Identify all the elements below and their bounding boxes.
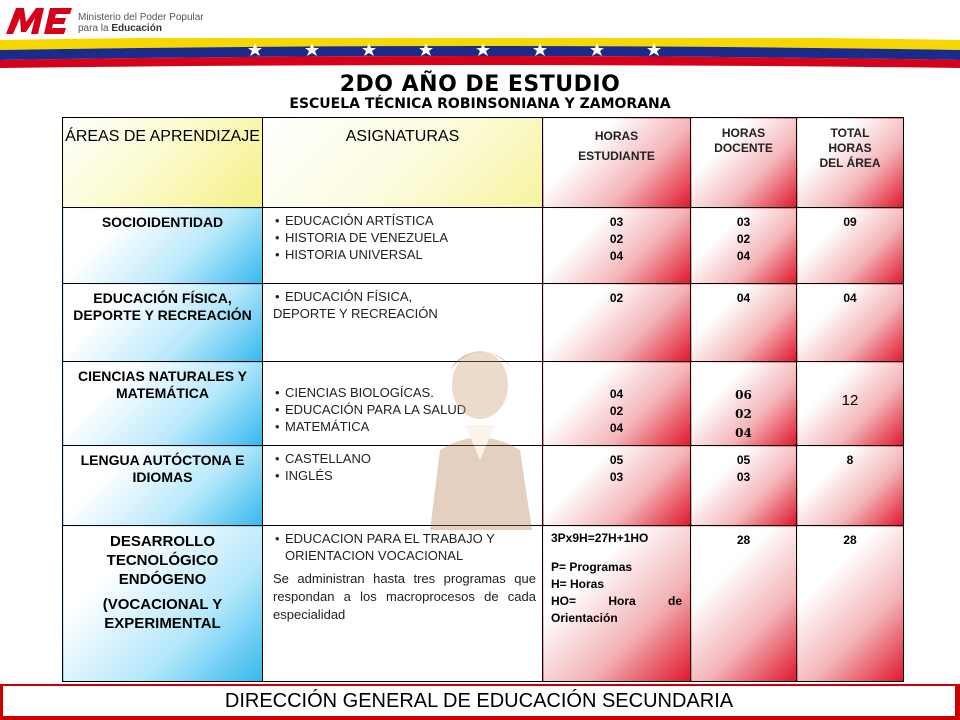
student-hours	[543, 362, 691, 446]
header-horas-estudiante-2: ESTUDIANTE	[578, 149, 655, 163]
header-asignaturas: ASIGNATURAS	[263, 118, 543, 208]
teacher-hour-value: 04	[735, 426, 752, 440]
teacher-hour-value: 02	[735, 407, 752, 421]
teacher-hours	[691, 208, 797, 284]
header-total-1: TOTAL	[830, 126, 870, 140]
header-total-2: HORAS	[828, 141, 872, 155]
student-hour-value: 03	[609, 470, 624, 484]
hours-formula: 3Px9H=27H+1HO	[551, 531, 649, 545]
page-title: 2DO AÑO DE ESTUDIO	[339, 72, 621, 97]
subject-item: • EDUCACIÓN FÍSICA,	[273, 288, 536, 305]
ministry-logo	[4, 4, 74, 38]
ministry-name	[78, 12, 204, 34]
page-header	[0, 0, 960, 70]
student-hour-value: 02	[609, 232, 624, 246]
area-educacion-fisica: EDUCACIÓN FÍSICA, DEPORTE Y RECREACIÓN	[63, 284, 263, 362]
subject-note: Se administran hasta tres programas que respondan a los macroprocesos de cada especialidad	[273, 571, 536, 622]
area-desarrollo-line-1: DESARROLLO TECNOLÓGICO ENDÓGENO	[106, 533, 219, 588]
area-ciencias: CIENCIAS NATURALES Y MATEMÁTICA	[63, 362, 263, 446]
header-total-horas	[797, 118, 904, 208]
student-hour-value: 04	[609, 249, 624, 263]
subject-item: • INGLÉS	[273, 467, 536, 484]
teacher-hour-value: 03	[736, 215, 751, 229]
student-hour-value: 05	[609, 453, 624, 467]
subject-item: • EDUCACIÓN PARA LA SALUD	[273, 401, 536, 418]
teacher-hours	[691, 362, 797, 446]
venezuela-flag-band	[0, 38, 960, 68]
subject-item: • EDUCACIÓN ARTÍSTICA	[273, 212, 536, 229]
header-total-3: DEL ÁREA	[819, 156, 881, 170]
teacher-hour-value: 03	[736, 470, 751, 484]
area-total: 28	[797, 526, 904, 682]
subject-item: • MATEMÁTICA	[273, 418, 536, 435]
subject-item: • EDUCACION PARA EL TRABAJO Y ORIENTACION VOCACIONAL	[273, 530, 536, 564]
subject-item: • HISTORIA UNIVERSAL	[273, 246, 536, 263]
subject-item-continuation: DEPORTE Y RECREACIÓN	[273, 306, 438, 321]
header-horas-estudiante-1: HORAS	[594, 129, 639, 143]
student-hour-value: 03	[609, 215, 624, 229]
teacher-hours: 04	[691, 284, 797, 362]
footer-title: DIRECCIÓN GENERAL DE EDUCACIÓN SECUNDARIA	[3, 686, 955, 716]
area-desarrollo-tecnologico	[63, 526, 263, 682]
student-hour-value: 02	[609, 404, 624, 418]
area-lengua: LENGUA AUTÓCTONA E IDIOMAS	[63, 446, 263, 526]
teacher-hours: 28	[691, 526, 797, 682]
area-total: 04	[797, 284, 904, 362]
legend-hora-orientacion: HO= Hora de Orientación	[551, 594, 682, 625]
student-hours	[543, 208, 691, 284]
ministry-line-2-prefix: para la	[78, 23, 112, 34]
teacher-hour-value: 06	[735, 388, 752, 402]
legend-programas: P= Programas	[551, 560, 633, 574]
area-total: 09	[797, 208, 904, 284]
area-desarrollo-line-2: (VOCACIONAL Y EXPERIMENTAL	[102, 596, 223, 632]
teacher-hour-value: 02	[736, 232, 751, 246]
page-subtitle: ESCUELA TÉCNICA ROBINSONIANA Y ZAMORANA	[289, 96, 671, 112]
header-areas: ÁREAS DE APRENDIZAJE	[63, 118, 263, 208]
teacher-hour-value: 04	[736, 249, 751, 263]
subject-item: • HISTORIA DE VENEZUELA	[273, 229, 536, 246]
student-hours: 02	[543, 284, 691, 362]
header-horas-docente: HORAS DOCENTE	[691, 118, 797, 208]
area-total: 8	[797, 446, 904, 526]
student-hours	[543, 446, 691, 526]
subject-item: • CIENCIAS BIOLOGÍCAS.	[273, 384, 536, 401]
subject-item: • CASTELLANO	[273, 450, 536, 467]
table-row	[63, 208, 904, 284]
table-header-row	[63, 118, 904, 208]
ministry-line-2-bold: Educación	[111, 23, 162, 34]
ministry-line-1: Ministerio del Poder Popular	[78, 12, 204, 23]
student-hour-value: 04	[609, 421, 624, 435]
header-horas-estudiante	[543, 118, 691, 208]
portrait-watermark	[420, 330, 540, 530]
student-hour-value: 04	[609, 387, 624, 401]
subjects-desarrollo-tecnologico	[263, 526, 543, 682]
student-hours-formula	[543, 526, 691, 682]
teacher-hours	[691, 446, 797, 526]
legend-horas: H= Horas	[551, 577, 605, 591]
subjects-socioidentidad	[263, 208, 543, 284]
table-row	[63, 526, 904, 682]
area-socioidentidad: SOCIOIDENTIDAD	[63, 208, 263, 284]
area-total: 12	[797, 362, 904, 446]
teacher-hour-value: 05	[736, 453, 751, 467]
